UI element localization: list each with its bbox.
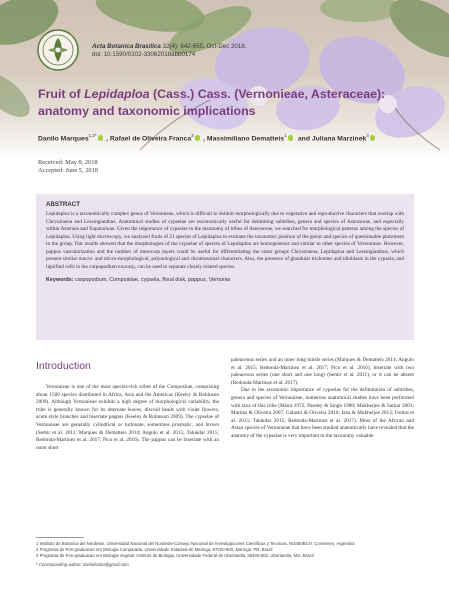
title-rest: (Cass.) Cass. (Vernonieae, Asteraceae): anatomy and taxonomic implications [38, 87, 386, 118]
introduction-right-column [231, 357, 414, 441]
footnote: 3 Programa de Pos-graduacao em Biologia Vegetal, Instituto de Biologia, Universidade Federal de Uberlandia, 38400-902, Uberlandia, MG, Brazil [36, 553, 314, 559]
paragraph: paleaceous series and an inner long bristle series (Marques & Dematteis 2014; Angulo et al. 2015; Redonda-Martinez et al. 2017; Pico et al. 2016), biseriate with two paleaceous series (one short and one long) (Semir et al. 2011), or it can be absent (Redonda-Martinez et al. 2017). [231, 357, 414, 386]
journal-name: Acta Botanica Brasilica [92, 43, 161, 50]
author-affiliation: 1 [284, 133, 287, 138]
journal-doi: doi: 10.1590/0102-33062018abb0174 [92, 51, 196, 59]
orcid-icon[interactable] [98, 135, 104, 141]
journal-logo-icon [36, 28, 80, 72]
author-name: and Juliana Marzinek [296, 135, 367, 143]
abstract-heading: ABSTRACT [46, 201, 81, 208]
abstract-box [36, 194, 414, 340]
title-prefix: Fruit of [38, 87, 85, 101]
section-heading-introduction: Introduction [36, 360, 91, 372]
journal-citation: 32(4): 642-655. Oct-Dec 2018. [162, 43, 247, 50]
author-name: Danilo Marques [38, 135, 89, 143]
corresponding-author[interactable]: * Corresponding author: danilofosbo@gmail.com [36, 562, 129, 568]
keywords-label: Keywords: [46, 277, 74, 284]
accepted-date: Accepted: June 5, 2018 [38, 167, 98, 175]
author-affiliation: 3 [366, 133, 369, 138]
keywords [46, 277, 404, 283]
orcid-icon[interactable] [370, 135, 376, 141]
introduction-left-column: Vernonieae is one of the most species-rich tribes of the Compositae, comprising about 1500 species distributed in Africa, Asia and the Americas (Keeley & Robinson 2009). Although Vernonieae exhibits a high degree of morphological variability, the tribe is generally known for its alternate leaves, discoid heads with violet flowers, acute style branches and biseriate pappus (Keeley & Robinson 2009). The cypselae of Vernonieae are generally cylindrical or turbinate, sometimes prismatic, and brown (Semir et al. 2011; Marques & Dematteis 2014; Angulo et al. 2015; Talukdar 2015; Redonda-Martinez et al. 2017; Pico et al. 2016). The pappus can be biseriate with an outer short [36, 384, 219, 451]
keywords-list: carpopodium, Compositae, cypsela, floral disk, pappus, [73, 277, 209, 284]
paragraph: Due to the taxonomic importance of cypselae for the delimitation of subtribes, genera and species of Vernonieae, numerous anatomical studies have been performed with taxa of this tribe (Misra 1972; Pandey & Singh 1980; Mukherjee & Sarkar 2001; Martins & Oliveira 2007; Galastri & Oliveira 2010; Jana & Mukherjee 2013; Freitas et al. 2015; Talukdar 2015; Redonda-Martinez et al. 2017). Most of the African and Asian species of Vernonieae that have been studied anatomically have revealed that the anatomy of the cypselae is very important to the taxonomy valuable [231, 387, 414, 439]
author-list [38, 133, 378, 142]
orcid-icon[interactable] [195, 135, 201, 141]
received-date: Received: May 8, 2018 [38, 159, 98, 166]
abstract-text: Lepidaploa is a taxonomically complex genus of Vernonieae, which is difficult to delimit morphologically due to vegetative and reproductive characters that overlap with Chrysolaena and Lessingianthus. Anatomical studies of cypselae are taxonomically useful for delimiting subtribes, genera and species of Asteraceae, and especially within Asteraea and Eupatorieae. Given the importance of cypselae to the taxonomy of tribes of Asteraceae, we searched for morphological patterns among the species of Lepidaploa. Using light microscopy, we analyzed fruits of 21 species of Lepidaploa to evaluate the taxonomic position of the genus and species of questionable placement in the group. Our results showed that the morphologies of the cypselae of species of Lepidaploa are homogeneous and similar to other species of Vernonieae. However, pappus vascularization and the number of mesocarp layers could be useful for differentiating the sister groups Chrysolaena, Lepidaploa and Lessingianthus, which present similar macro- and micro-morphological, palynological and chromosomal characters. Also, the presence of glandular trichomes and idioblasts in the cypsela, and lignified cells in the carpopodium exocarp, can be used to separate closely related species. [46, 211, 405, 270]
keywords-italic: Vernonia [208, 277, 231, 284]
footnote: 1 Instituto de Botanica del Nordeste, Universidad Nacional del Nordeste-Consejo Nacional de Investigaciones Cientificas y Tecnicas, W3400BCH, Corrientes, Argentina [36, 541, 355, 546]
orcid-icon[interactable] [288, 135, 294, 141]
author-affiliation: 1,2* [88, 133, 97, 138]
footnote: 2 Programa de Pos-graduacao em Biologia Comparada, Universidade Estadual de Maringa, 87020-900, Maringa, PR, Brazil [36, 547, 273, 553]
title-genus: Lepidaploa [84, 87, 150, 101]
author-name: , Massimiliano Dematteis [203, 135, 284, 143]
author-affiliation: 3 [191, 133, 194, 138]
article-dates [38, 159, 98, 175]
article-title [38, 86, 418, 120]
journal-info [92, 43, 246, 60]
author-name: , Rafael de Oliveira Franca [106, 135, 192, 143]
footnote-divider [36, 537, 84, 538]
footnotes [36, 541, 414, 568]
